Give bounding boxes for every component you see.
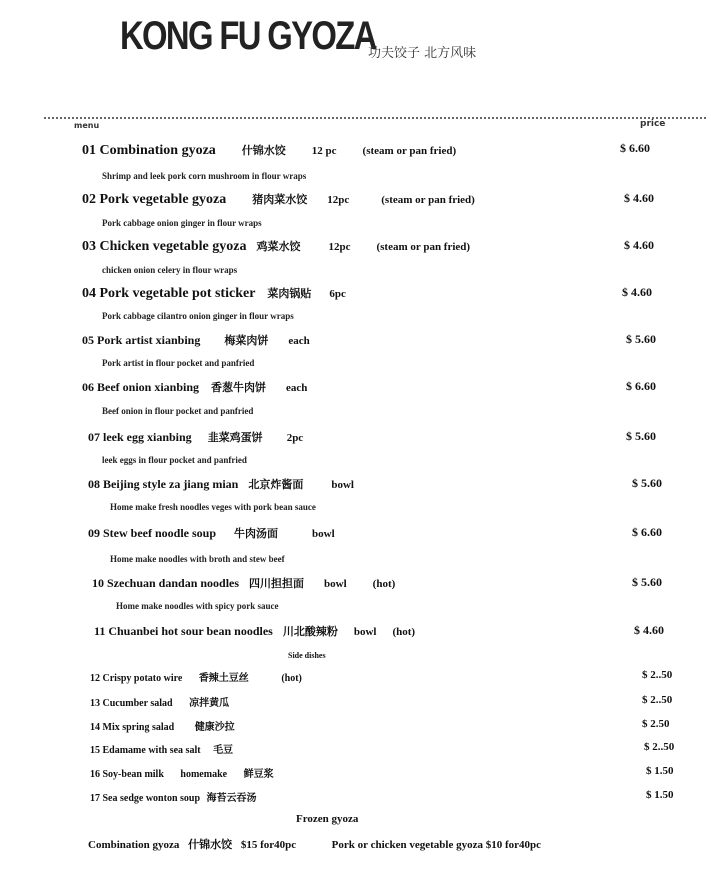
item-quantity: 12 pc xyxy=(311,145,337,157)
item-quantity: bowl xyxy=(312,528,335,540)
menu-item-05 xyxy=(82,331,310,349)
side-item-16 xyxy=(90,765,274,780)
item-name: 09 Stew beef noodle soup xyxy=(88,526,217,540)
item-description: leek eggs in flour pocket and panfried xyxy=(102,455,247,465)
item-name: 05 Pork artist xianbing xyxy=(82,333,201,347)
item-chinese-name: 海苔云吞汤 xyxy=(206,793,257,804)
item-chinese-name: 鸡菜水饺 xyxy=(256,240,301,253)
item-name: 01 Combination gyoza xyxy=(82,143,216,158)
item-quantity: bowl xyxy=(324,578,347,590)
item-quantity: bowl xyxy=(331,479,354,491)
item-name: 07 leek egg xianbing xyxy=(88,430,192,444)
item-name: 13 Cucumber salad xyxy=(90,698,173,709)
chinese-title: 功夫饺子 北方风味 xyxy=(368,46,477,61)
item-price: $ 5.60 xyxy=(626,332,656,346)
item-description: Home make noodles with spicy pork sauce xyxy=(116,601,279,611)
item-price: $ 2..50 xyxy=(642,694,673,706)
item-description: Shrimp and leek pork corn mushroom in flour wraps xyxy=(102,171,307,181)
item-preparation: (steam or pan fried) xyxy=(362,145,457,157)
frozen-left-price: $15 for40pc xyxy=(240,839,297,851)
item-name: 03 Chicken vegetable gyoza xyxy=(82,239,247,254)
item-chinese-name: 香辣土豆丝 xyxy=(198,673,249,684)
menu-item-04 xyxy=(82,284,346,302)
item-price: $ 4.60 xyxy=(624,191,654,205)
item-name: 15 Edamame with sea salt xyxy=(90,745,201,756)
item-chinese-name: 鲜豆浆 xyxy=(243,769,274,780)
item-description: Home make noodles with broth and stew beef xyxy=(110,554,285,564)
item-chinese-name: 健康沙拉 xyxy=(194,722,235,733)
item-quantity: bowl xyxy=(353,626,377,638)
item-chinese-name: 菜肉锅贴 xyxy=(267,287,312,300)
side-item-14 xyxy=(90,718,235,733)
item-description: Pork cabbage cilantro onion ginger in flour wraps xyxy=(102,311,294,321)
item-name: 12 Crispy potato wire xyxy=(90,673,183,684)
item-quantity: 12pc xyxy=(328,241,351,253)
item-name: 06 Beef onion xianbing xyxy=(82,380,200,394)
item-price: $ 5.60 xyxy=(626,429,656,443)
item-quantity: each xyxy=(286,382,308,394)
item-name: 04 Pork vegetable pot sticker xyxy=(82,286,256,301)
item-quantity: 12pc xyxy=(327,194,350,206)
item-chinese-name: 牛肉汤面 xyxy=(234,527,279,540)
item-preparation: (steam or pan fried) xyxy=(376,241,471,253)
menu-item-07 xyxy=(88,428,303,446)
item-chinese-name: 梅菜肉饼 xyxy=(224,334,269,347)
item-name: 10 Szechuan dandan noodles xyxy=(92,576,240,590)
item-price: $ 6.60 xyxy=(620,141,650,155)
side-item-15 xyxy=(90,741,233,756)
item-preparation: (steam or pan fried) xyxy=(381,194,475,206)
item-chinese-name: 香葱牛肉饼 xyxy=(211,381,267,394)
item-note: homemake xyxy=(180,769,228,780)
side-item-17 xyxy=(90,789,257,804)
item-name: 14 Mix spring salad xyxy=(90,722,175,733)
menu-item-10 xyxy=(92,574,395,592)
item-price: $ 4.60 xyxy=(622,285,652,299)
item-chinese-name: 毛豆 xyxy=(213,745,234,756)
frozen-right-text: Pork or chicken vegetable gyoza $10 for40pc xyxy=(331,839,542,851)
item-price: $ 2..50 xyxy=(644,741,675,753)
item-quantity: 6pc xyxy=(329,288,346,300)
item-description: chicken onion celery in flour wraps xyxy=(102,265,238,275)
side-item-12 xyxy=(90,669,302,684)
menu-item-11 xyxy=(94,622,415,640)
item-note: (hot) xyxy=(281,673,302,684)
item-chinese-name: 韭菜鸡蛋饼 xyxy=(207,431,263,444)
item-price: $ 2..50 xyxy=(642,669,673,681)
item-preparation: (hot) xyxy=(372,578,396,590)
item-price: $ 2.50 xyxy=(642,718,670,730)
header-divider xyxy=(44,117,706,119)
item-price: $ 4.60 xyxy=(624,238,654,252)
menu-item-03 xyxy=(82,237,470,255)
item-price: $ 6.60 xyxy=(632,525,662,539)
item-name: 02 Pork vegetable gyoza xyxy=(82,192,227,207)
item-price: $ 4.60 xyxy=(634,623,664,637)
frozen-gyoza-heading: Frozen gyoza xyxy=(296,813,359,825)
item-chinese-name: 什锦水饺 xyxy=(241,144,286,157)
frozen-left-chinese: 什锦水饺 xyxy=(188,838,233,851)
item-name: 17 Sea sedge wonton soup xyxy=(90,793,201,804)
item-price: $ 6.60 xyxy=(626,379,656,393)
menu-item-08 xyxy=(88,475,354,493)
item-price: $ 5.60 xyxy=(632,476,662,490)
item-name: 11 Chuanbei hot sour bean noodles xyxy=(94,624,273,638)
item-chinese-name: 北京炸酱面 xyxy=(248,478,304,491)
item-chinese-name: 凉拌黄瓜 xyxy=(189,698,230,709)
restaurant-logo: KONG FU GYOZA xyxy=(120,14,376,58)
item-price: $ 5.60 xyxy=(632,575,662,589)
item-name: 08 Beijing style za jiang mian xyxy=(88,477,239,491)
menu-item-01 xyxy=(82,141,456,159)
side-item-13 xyxy=(90,694,229,709)
menu-item-06 xyxy=(82,378,307,396)
item-chinese-name: 四川担担面 xyxy=(249,577,305,590)
item-name: 16 Soy-bean milk xyxy=(90,769,164,780)
item-description: Pork artist in flour pocket and panfried xyxy=(102,358,255,368)
item-quantity: 2pc xyxy=(286,432,304,444)
column-header-price: price xyxy=(640,119,666,129)
menu-item-09 xyxy=(88,524,335,542)
item-price: $ 1.50 xyxy=(646,789,674,801)
item-chinese-name: 川北酸辣粉 xyxy=(282,625,338,638)
item-description: Pork cabbage onion ginger in flour wraps xyxy=(102,218,262,228)
item-description: Beef onion in flour pocket and panfried xyxy=(102,406,254,416)
frozen-gyoza-line xyxy=(88,836,541,852)
menu-item-02 xyxy=(82,190,475,208)
column-header-menu: menu xyxy=(74,121,100,130)
item-description: Home make fresh noodles veges with pork bean sauce xyxy=(110,502,316,512)
item-chinese-name: 猪肉菜水饺 xyxy=(252,193,308,206)
item-price: $ 1.50 xyxy=(646,765,674,777)
item-preparation: (hot) xyxy=(392,626,416,638)
side-dishes-heading: Side dishes xyxy=(288,651,326,660)
item-quantity: each xyxy=(288,335,310,347)
frozen-left-name: Combination gyoza xyxy=(88,839,180,851)
